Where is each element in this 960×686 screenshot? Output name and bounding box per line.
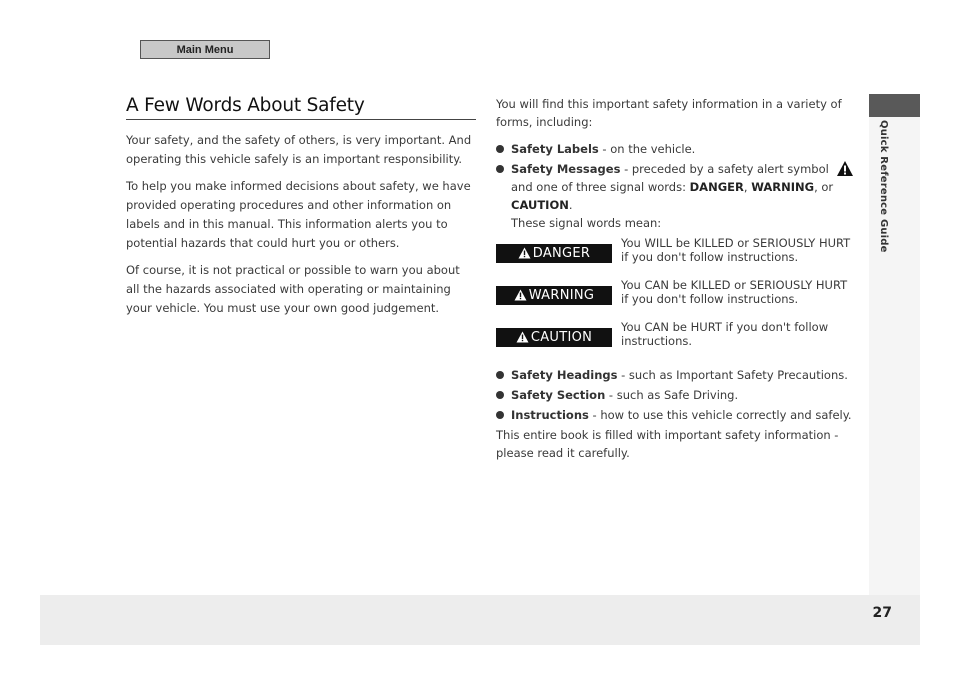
section-tab-marker[interactable]	[869, 94, 920, 117]
bullet-term: Safety Headings	[511, 368, 618, 382]
paragraph-safety-importance: Your safety, and the safety of others, is very important. And operating this vehicle safely is an important responsibility.	[126, 133, 472, 166]
signal-word-warning: WARNING	[751, 180, 815, 194]
bullet-icon	[496, 165, 504, 173]
paragraph-informed-decisions: To help you make informed decisions about safety, we have provided operating procedures and other information on labels and in this manual. This information alerts you to potential hazards that could hurt you or others.	[126, 179, 471, 250]
signal-words-end: .	[568, 198, 573, 212]
safety-alert-icon	[836, 160, 854, 177]
bullet-icon	[496, 411, 504, 419]
alert-triangle-icon	[516, 331, 529, 343]
signal-words-sep: ,	[743, 180, 752, 194]
safety-forms-list	[496, 140, 856, 232]
left-column	[126, 95, 476, 326]
caution-label	[496, 328, 612, 347]
signal-word-danger: DANGER	[689, 180, 744, 194]
main-menu-button[interactable]: Main Menu	[140, 40, 270, 59]
right-column	[496, 95, 856, 462]
bullet-text: - such as Important Safety Precautions.	[617, 368, 848, 382]
signal-words-prefix: and one of three signal words:	[511, 180, 690, 194]
signal-row-warning	[496, 278, 856, 320]
signal-word-caution: CAUTION	[511, 198, 569, 212]
signal-intro: These signal words mean:	[511, 216, 662, 230]
signal-words-sep: , or	[814, 180, 834, 194]
list-item	[496, 386, 856, 404]
signal-row-danger	[496, 236, 856, 278]
bullet-icon	[496, 371, 504, 379]
list-item	[496, 160, 856, 232]
list-item	[496, 140, 856, 158]
signal-description: You WILL be KILLED or SERIOUSLY HURT if you don't follow instructions.	[621, 236, 851, 264]
page-footer	[40, 595, 920, 645]
bullet-term: Instructions	[511, 408, 589, 422]
bullet-term: Safety Section	[511, 388, 606, 402]
signal-word: CAUTION	[530, 330, 593, 345]
bullet-text: - on the vehicle.	[598, 142, 696, 156]
bullet-icon	[496, 145, 504, 153]
alert-triangle-icon	[518, 247, 531, 259]
list-item	[496, 366, 856, 384]
bullet-term: Safety Messages	[511, 162, 621, 176]
paragraph-judgement: Of course, it is not practical or possible to warn you about all the hazards associated with operating or maintaining your vehicle. You must use your own good judgement.	[126, 263, 460, 315]
signal-description: You CAN be KILLED or SERIOUSLY HURT if you don't follow instructions.	[621, 278, 848, 306]
alert-triangle-icon	[514, 289, 527, 301]
warning-label	[496, 286, 612, 305]
signal-description: You CAN be HURT if you don't follow instructions.	[621, 320, 829, 348]
danger-label	[496, 244, 612, 263]
page-title: A Few Words About Safety	[126, 95, 476, 120]
safety-forms-list-continued	[496, 366, 856, 424]
bullet-text: - how to use this vehicle correctly and safely.	[588, 408, 852, 422]
intro-text: You will find this important safety information in a variety of forms, including:	[496, 97, 842, 129]
bullet-text: - such as Safe Driving.	[605, 388, 739, 402]
section-tab-label[interactable]: Quick Reference Guide	[878, 120, 889, 253]
bullet-term: Safety Labels	[511, 142, 599, 156]
page-number: 27	[872, 605, 892, 621]
closing-text: This entire book is filled with important safety information - please read it carefully.	[496, 428, 839, 460]
list-item	[496, 406, 856, 424]
signal-word: WARNING	[528, 288, 595, 303]
bullet-icon	[496, 391, 504, 399]
bullet-text: - preceded by a safety alert symbol	[620, 162, 829, 176]
signal-word: DANGER	[532, 246, 591, 261]
signal-row-caution	[496, 320, 856, 362]
